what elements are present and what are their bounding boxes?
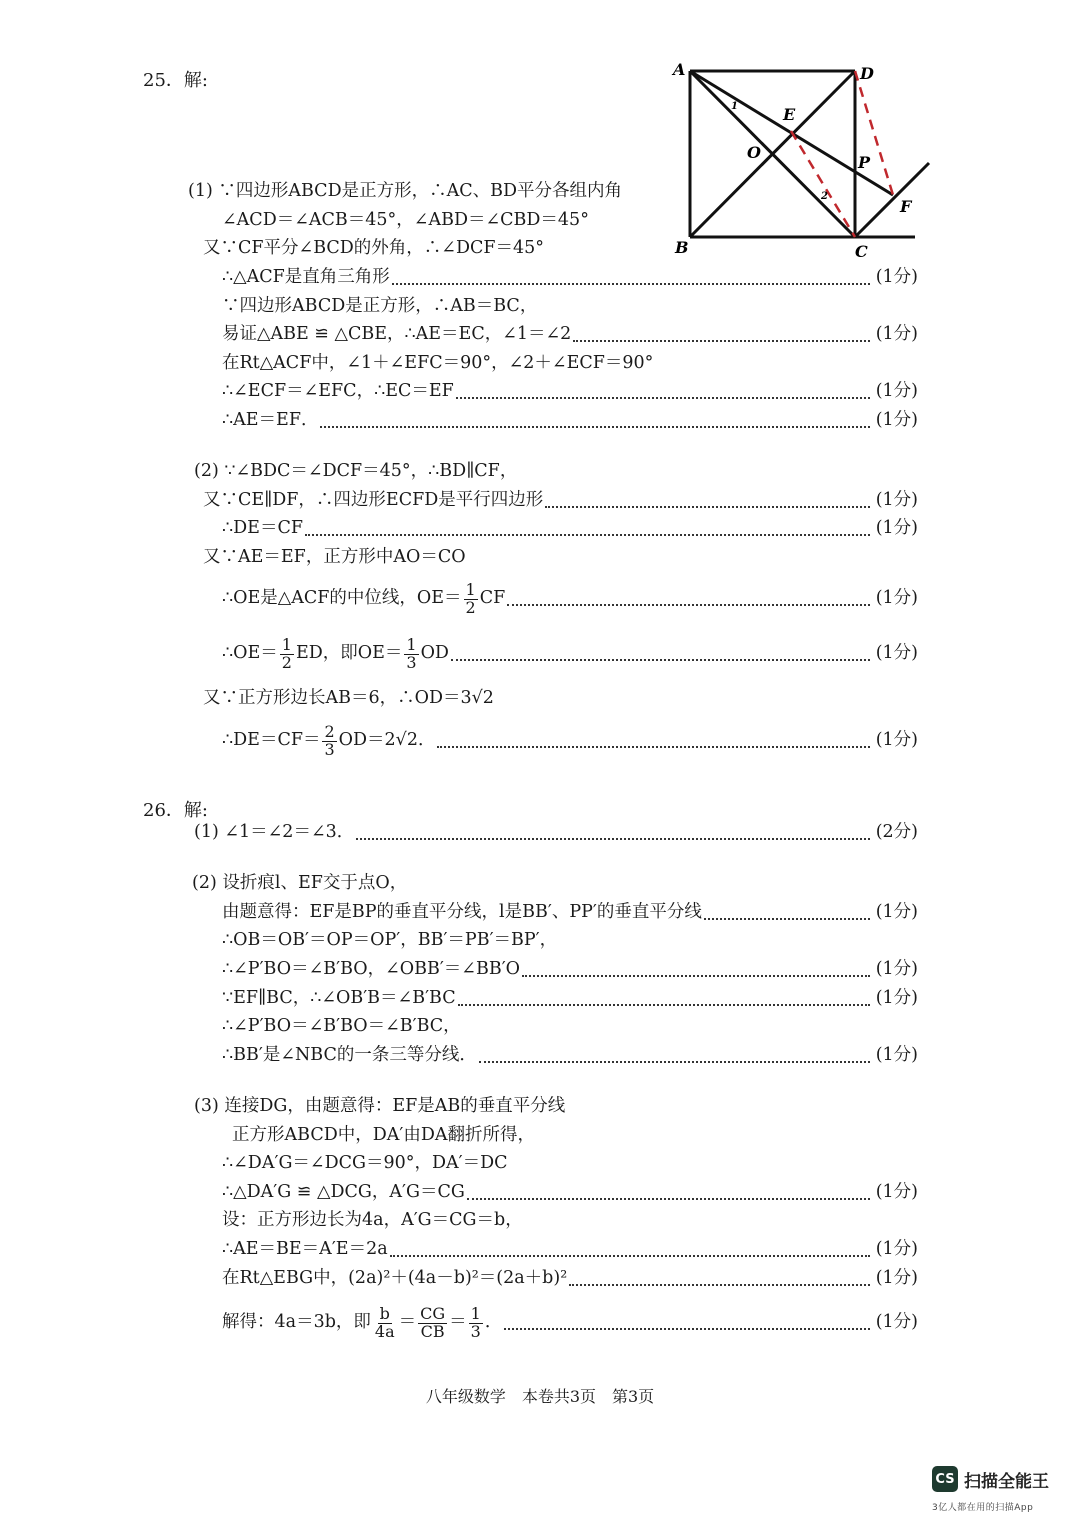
label-e: E: [783, 105, 796, 124]
q26-p2-line4: ∴∠P′BO＝∠B′BO，∠OBB′＝∠BB′O (1分): [222, 959, 918, 979]
q25-p1-line6: 易证△ABE ≌ △CBE，∴AE＝EC，∠1＝∠2 (1分): [222, 324, 918, 344]
q25-p2-line1: (2) ∵∠BDC＝∠DCF＝45°，∴BD∥CF，: [194, 461, 518, 481]
q25-p2-line2: 又∵CE∥DF，∴四边形ECFD是平行四边形 (1分): [203, 490, 918, 510]
label-c: C: [855, 242, 868, 261]
q25-p1-line5: ∵四边形ABCD是正方形，∴AB＝BC，: [222, 296, 538, 316]
q26-p3-line3: ∴∠DA′G＝∠DCG＝90°，DA′＝DC: [222, 1153, 508, 1173]
q26-p3-line2: 正方形ABCD中，DA′由DA翻折所得，: [232, 1125, 536, 1145]
scanner-name: 扫描全能王: [964, 1471, 1049, 1492]
fraction-half: $\frac{1}{2}$: [465, 579, 476, 617]
q25-heading: 25．解:: [143, 70, 208, 91]
q25-p2-line5: ∴OE是△ACF的中位线，OE＝ $\frac{1}{2}$ CF (1分): [222, 579, 918, 617]
q25-p2-line3: ∴DE＝CF (1分): [222, 518, 918, 538]
scanner-logo: [932, 1466, 1049, 1492]
score: (1分): [875, 381, 918, 401]
q25-p2-line8: ∴DE＝CF＝ $\frac{2}{3}$ OD＝2√2． (1分): [222, 721, 918, 759]
score: (2分): [875, 822, 918, 842]
label-b: B: [675, 238, 689, 257]
score: (1分): [875, 490, 918, 510]
fraction-two-thirds: $\frac{2}{3}$: [324, 721, 335, 759]
scanner-tagline: 3亿人都在用的扫描App: [932, 1503, 1034, 1513]
q25-p1-line2: ∠ACD＝∠ACB＝45°，∠ABD＝∠CBD＝45°: [222, 210, 589, 230]
geometry-figure: [665, 55, 935, 265]
q25-p1-line7: 在Rt△ACF中，∠1＋∠EFC＝90°，∠2＋∠ECF＝90°: [222, 353, 654, 373]
q25-p2-line4: 又∵AE＝EF，正方形中AO＝CO: [203, 547, 466, 567]
page-footer: 八年级数学 本卷共3页 第3页: [425, 1387, 655, 1406]
label-a: A: [673, 60, 686, 79]
score: (1分): [875, 902, 918, 922]
q26-p2-line3: ∴OB＝OB′＝OP＝OP′，BB′＝PB′＝BP′，: [222, 930, 558, 950]
label-d: D: [860, 64, 874, 83]
label-angle-2: 2: [821, 191, 828, 202]
q26-p2-line6: ∴∠P′BO＝∠B′BO＝∠B′BC，: [222, 1016, 461, 1036]
q25-p1-line1: (1) ∵四边形ABCD是正方形，∴AC、BD平分各组内角: [188, 181, 623, 201]
label-o: O: [747, 143, 761, 162]
fraction-cg-over-cb: $\frac{CG}{CB}$: [420, 1303, 446, 1341]
q26-p3-line1: (3) 连接DG，由题意得：EF是AB的垂直平分线: [194, 1096, 566, 1116]
label-p: P: [858, 153, 871, 172]
score: (1分): [875, 1045, 918, 1065]
cs-logo-icon: CS: [932, 1466, 958, 1492]
score: (1分): [875, 959, 918, 979]
score: (1分): [875, 267, 918, 287]
q25-p1-line8: ∴∠ECF＝∠EFC，∴EC＝EF (1分): [222, 381, 918, 401]
ray-cf: [855, 163, 929, 237]
q26-p3-line6: ∴AE＝BE＝A′E＝2a (1分): [222, 1239, 918, 1259]
fraction-third: $\frac{1}{3}$: [470, 1303, 481, 1341]
q25-p1-line3: 又∵CF平分∠BCD的外角，∴∠DCF＝45°: [203, 238, 545, 258]
q26-p3-line8: 解得：4a＝3b，即 $\frac{b}{4a}$ ＝ $\frac{CG}{CB}$ ＝ $\frac{1}{3}$ ． (1分): [222, 1303, 918, 1341]
score: (1分): [875, 410, 918, 430]
score: (1分): [875, 1312, 918, 1333]
q26-p2-line2: 由题意得：EF是BP的垂直平分线，l是BB′、PP′的垂直平分线 (1分): [222, 902, 918, 922]
score: (1分): [875, 643, 918, 664]
fraction-b-over-4a: $\frac{b}{4a}$: [374, 1303, 395, 1341]
score: (1分): [875, 730, 918, 751]
score: (1分): [875, 1268, 918, 1288]
q25-p2-line7: 又∵正方形边长AB＝6，∴OD＝3√2: [203, 688, 494, 708]
score: (1分): [875, 1182, 918, 1202]
q26-p1-line1: (1) ∠1＝∠2＝∠3． (2分): [194, 822, 918, 842]
q26-p3-line7: 在Rt△EBG中，(2a)²＋(4a－b)²＝(2a＋b)² (1分): [222, 1268, 918, 1288]
q26-p2-line7: ∴BB′是∠NBC的一条三等分线． (1分): [222, 1045, 918, 1065]
q26-p3-line4: ∴△DA′G ≌ △DCG，A′G＝CG (1分): [222, 1182, 918, 1202]
q26-p2-line5: ∵EF∥BC，∴∠OB′B＝∠B′BC (1分): [222, 988, 918, 1008]
fraction-half: $\frac{1}{2}$: [281, 634, 292, 672]
q26-p2-line1: (2) 设折痕l、EF交于点O，: [192, 873, 408, 893]
q25-p2-line6: ∴OE＝ $\frac{1}{2}$ ED，即OE＝ $\frac{1}{3}$ OD (1分): [222, 634, 918, 672]
label-angle-1: 1: [731, 101, 738, 112]
score: (1分): [875, 588, 918, 609]
score: (1分): [875, 324, 918, 344]
q25-p1-line4: ∴△ACF是直角三角形 (1分): [222, 267, 918, 287]
score: (1分): [875, 518, 918, 538]
label-f: F: [900, 197, 912, 216]
q26-p3-line5: 设：正方形边长为4a，A′G＝CG＝b，: [222, 1210, 523, 1230]
q26-heading: 26．解:: [143, 800, 208, 821]
fraction-third: $\frac{1}{3}$: [406, 634, 417, 672]
score: (1分): [875, 988, 918, 1008]
score: (1分): [875, 1239, 918, 1259]
q25-p1-line9: ∴AE＝EF． (1分): [222, 410, 918, 430]
